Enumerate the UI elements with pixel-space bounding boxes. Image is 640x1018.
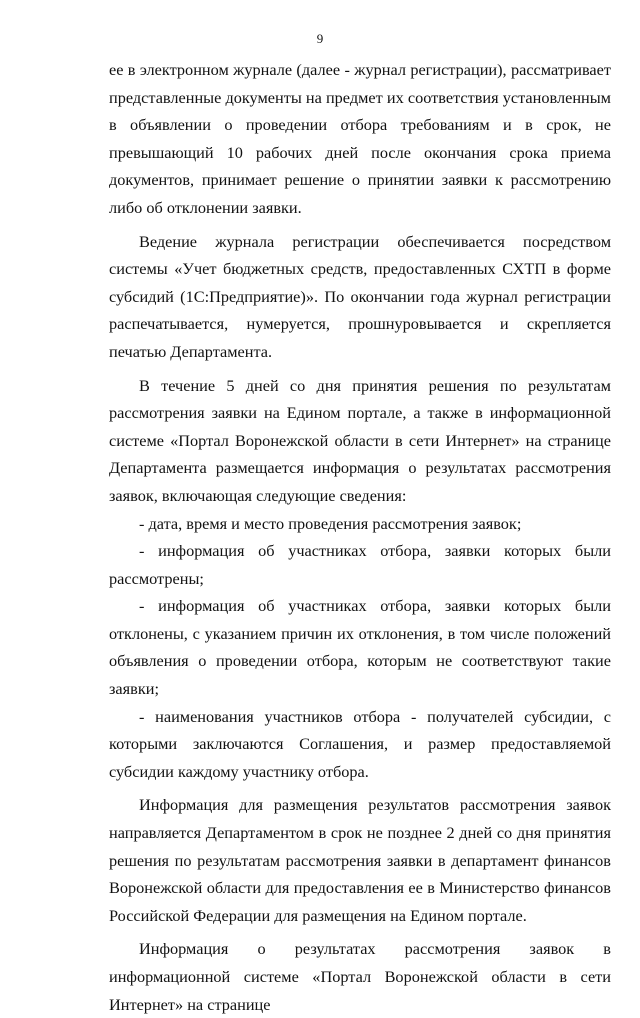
list-item-date-time-place: - дата, время и место проведения рассмотрения заявок;: [139, 513, 522, 533]
list-item-subsidy-recipients: - наименования участников отбора - получателей субсидии, с которыми заключаются Соглашения, и размер предоставляемой субсидии каждому участнику отбора.: [109, 706, 611, 781]
page-number: 9: [316, 31, 324, 46]
paragraph-information-transfer: Информация для размещения результатов рассмотрения заявок направляется Департаментом в срок не позднее 2 дней со дня принятия решения по результатам рассмотрения заявки в департамент финансов Воронежской области для предоставления ее в Министерство финансов Российской Федерации для размещения на Едином портале.: [109, 795, 611, 925]
paragraph-portal-information: Информация о результатах рассмотрения заявок в информационной системе «Портал Воронежской области в сети Интернет» на странице: [109, 939, 611, 1014]
list-item-reviewed-participants: - информация об участниках отбора, заявки которых были рассмотрены;: [109, 541, 611, 588]
paragraph-results-publication: В течение 5 дней со дня принятия решения по результатам рассмотрения заявки на Едином портале, а также в информационной системе «Портал Воронежской области в сети Интернет» на странице Департамента размещается информация о результатах рассмотрения заявок, включающая следующие сведения:: [109, 375, 611, 505]
list-item-rejected-participants: - информация об участниках отбора, заявки которых были отклонены, с указанием причин их отклонения, в том числе положений объявления о проведении отбора, которым не соответствуют такие заявки;: [109, 596, 611, 699]
paragraph-registration-journal: Ведение журнала регистрации обеспечивается посредством системы «Учет бюджетных средств, предоставленных СХТП в форме субсидий (1С:Предприятие)». По окончании года журнал регистрации распечатывается, нумеруется, прошнуровывается и скрепляется печатью Департамента.: [109, 231, 611, 361]
paragraph-continuation: ее в электронном журнале (далее - журнал регистрации), рассматривает представленные документы на предмет их соответствия установленным в объявлении о проведении отбора требованиям и в срок, не превышающий 10 рабочих дней после окончания срока приема документов, принимает решение о принятии заявки к рассмотрению либо об отклонении заявки.: [109, 60, 611, 217]
document-body: [109, 56, 611, 1018]
